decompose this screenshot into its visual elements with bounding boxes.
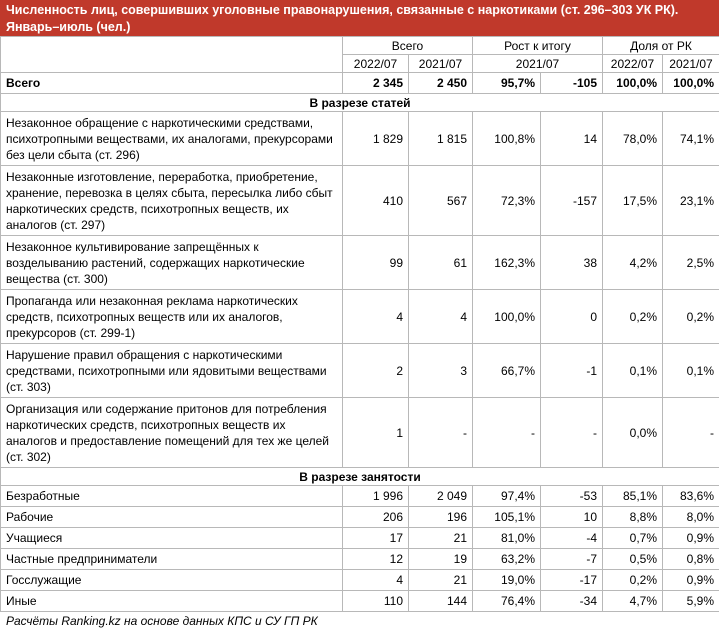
data-cell: 4,7% xyxy=(603,591,663,612)
data-cell: 2 049 xyxy=(409,486,473,507)
table-row xyxy=(1,112,719,166)
data-cell: 4 xyxy=(409,290,473,344)
data-cell: 63,2% xyxy=(473,549,541,570)
data-cell: 100,8% xyxy=(473,112,541,166)
row-label: Госслужащие xyxy=(1,570,343,591)
data-cell: 12 xyxy=(343,549,409,570)
statistics-table xyxy=(0,36,719,612)
data-cell: 72,3% xyxy=(473,166,541,236)
data-cell: 1 815 xyxy=(409,112,473,166)
data-cell: 0,8% xyxy=(663,549,719,570)
data-cell: 0,5% xyxy=(603,549,663,570)
data-cell: 4 xyxy=(343,290,409,344)
column-group-growth: Рост к итогу xyxy=(473,37,603,55)
data-cell: 196 xyxy=(409,507,473,528)
table-row xyxy=(1,507,719,528)
total-row xyxy=(1,73,719,94)
row-label: Учащиеся xyxy=(1,528,343,549)
data-cell: 17 xyxy=(343,528,409,549)
data-cell: 3 xyxy=(409,344,473,398)
data-cell: 4 xyxy=(343,570,409,591)
table-row xyxy=(1,528,719,549)
data-cell: 5,9% xyxy=(663,591,719,612)
column-group-total: Всего xyxy=(343,37,473,55)
data-cell: 85,1% xyxy=(603,486,663,507)
data-cell: -105 xyxy=(541,73,603,94)
data-cell: 83,6% xyxy=(663,486,719,507)
data-cell: 8,0% xyxy=(663,507,719,528)
data-cell: - xyxy=(409,398,473,468)
data-cell: 2 450 xyxy=(409,73,473,94)
data-cell: 0 xyxy=(541,290,603,344)
data-cell: 1 829 xyxy=(343,112,409,166)
column-subheader: 2022/07 xyxy=(343,55,409,73)
data-cell: 2 345 xyxy=(343,73,409,94)
data-cell: 23,1% xyxy=(663,166,719,236)
section-row-employment xyxy=(1,468,719,486)
data-cell: 100,0% xyxy=(663,73,719,94)
row-label: Незаконные изготовление, переработка, приобретение, хранение, перевозка в целях сбыта, пересылка либо сбыт наркотических средств, психотропных веществ, их аналогов (ст. 297) xyxy=(1,166,343,236)
row-label: Всего xyxy=(1,73,343,94)
data-cell: 19 xyxy=(409,549,473,570)
data-cell: 0,2% xyxy=(603,290,663,344)
row-label: Пропаганда или незаконная реклама наркотических средств, психотропных веществ или их аналогов, прекурсоров (ст. 299-1) xyxy=(1,290,343,344)
row-label: Иные xyxy=(1,591,343,612)
data-cell: 162,3% xyxy=(473,236,541,290)
data-cell: 61 xyxy=(409,236,473,290)
column-subheader: 2021/07 xyxy=(473,55,603,73)
data-cell: 17,5% xyxy=(603,166,663,236)
empty-header-cell xyxy=(1,37,343,73)
data-cell: 0,7% xyxy=(603,528,663,549)
column-subheader: 2021/07 xyxy=(409,55,473,73)
data-cell: -7 xyxy=(541,549,603,570)
data-cell: 0,2% xyxy=(663,290,719,344)
column-group-header-row xyxy=(1,37,719,55)
data-cell: 74,1% xyxy=(663,112,719,166)
data-cell: 100,0% xyxy=(473,290,541,344)
data-cell: 2,5% xyxy=(663,236,719,290)
data-cell: 99 xyxy=(343,236,409,290)
data-cell: 10 xyxy=(541,507,603,528)
table-row xyxy=(1,591,719,612)
table-row xyxy=(1,344,719,398)
data-cell: -53 xyxy=(541,486,603,507)
table-row xyxy=(1,570,719,591)
row-label: Незаконное культивирование запрещённых к возделыванию растений, содержащих наркотические вещества (ст. 300) xyxy=(1,236,343,290)
data-cell: 1 996 xyxy=(343,486,409,507)
data-cell: 21 xyxy=(409,528,473,549)
column-subheader: 2021/07 xyxy=(663,55,719,73)
data-cell: 567 xyxy=(409,166,473,236)
data-cell: -34 xyxy=(541,591,603,612)
data-cell: 1 xyxy=(343,398,409,468)
source-footnote: Расчёты Ranking.kz на основе данных КПС и СУ ГП РК xyxy=(0,612,719,630)
data-cell: 0,2% xyxy=(603,570,663,591)
data-cell: -4 xyxy=(541,528,603,549)
data-cell: 38 xyxy=(541,236,603,290)
data-cell: -17 xyxy=(541,570,603,591)
data-cell: 8,8% xyxy=(603,507,663,528)
data-cell: 95,7% xyxy=(473,73,541,94)
table-row xyxy=(1,486,719,507)
data-cell: 0,9% xyxy=(663,528,719,549)
data-cell: 19,0% xyxy=(473,570,541,591)
data-cell: 0,9% xyxy=(663,570,719,591)
data-cell: 97,4% xyxy=(473,486,541,507)
section-heading: В разрезе занятости xyxy=(1,468,719,486)
row-label: Нарушение правил обращения с наркотическими средствами, психотропными или ядовитыми веществами (ст. 303) xyxy=(1,344,343,398)
section-row-articles xyxy=(1,94,719,112)
data-cell: 21 xyxy=(409,570,473,591)
data-cell: 206 xyxy=(343,507,409,528)
column-group-share: Доля от РК xyxy=(603,37,719,55)
data-cell: 100,0% xyxy=(603,73,663,94)
data-cell: - xyxy=(541,398,603,468)
table-title: Численность лиц, совершивших уголовные правонарушения, связанные с наркотиками (ст. 296–303 УК РК). xyxy=(6,2,713,19)
table-subtitle: Январь–июль (чел.) xyxy=(6,19,713,36)
data-cell: 144 xyxy=(409,591,473,612)
data-cell: 76,4% xyxy=(473,591,541,612)
table-row xyxy=(1,290,719,344)
data-cell: 0,1% xyxy=(663,344,719,398)
row-label: Безработные xyxy=(1,486,343,507)
data-cell: 0,0% xyxy=(603,398,663,468)
data-cell: 110 xyxy=(343,591,409,612)
table-row xyxy=(1,236,719,290)
data-cell: - xyxy=(663,398,719,468)
data-cell: 14 xyxy=(541,112,603,166)
data-cell: 105,1% xyxy=(473,507,541,528)
row-label: Рабочие xyxy=(1,507,343,528)
data-cell: 66,7% xyxy=(473,344,541,398)
data-cell: 0,1% xyxy=(603,344,663,398)
data-cell: 4,2% xyxy=(603,236,663,290)
section-heading: В разрезе статей xyxy=(1,94,719,112)
data-cell: 81,0% xyxy=(473,528,541,549)
data-cell: -157 xyxy=(541,166,603,236)
table-row xyxy=(1,166,719,236)
row-label: Частные предприниматели xyxy=(1,549,343,570)
data-cell: - xyxy=(473,398,541,468)
data-cell: 78,0% xyxy=(603,112,663,166)
data-cell: 410 xyxy=(343,166,409,236)
table-row xyxy=(1,549,719,570)
table-header-banner xyxy=(0,0,719,36)
row-label: Незаконное обращение с наркотическими средствами, психотропными веществами, их аналогами, прекурсорами без цели сбыта (ст. 296) xyxy=(1,112,343,166)
table-row xyxy=(1,398,719,468)
row-label: Организация или содержание притонов для потребления наркотических средств, психотропных веществ их аналогов и предоставление помещений для тех же целей (ст. 302) xyxy=(1,398,343,468)
data-cell: -1 xyxy=(541,344,603,398)
column-subheader: 2022/07 xyxy=(603,55,663,73)
data-cell: 2 xyxy=(343,344,409,398)
